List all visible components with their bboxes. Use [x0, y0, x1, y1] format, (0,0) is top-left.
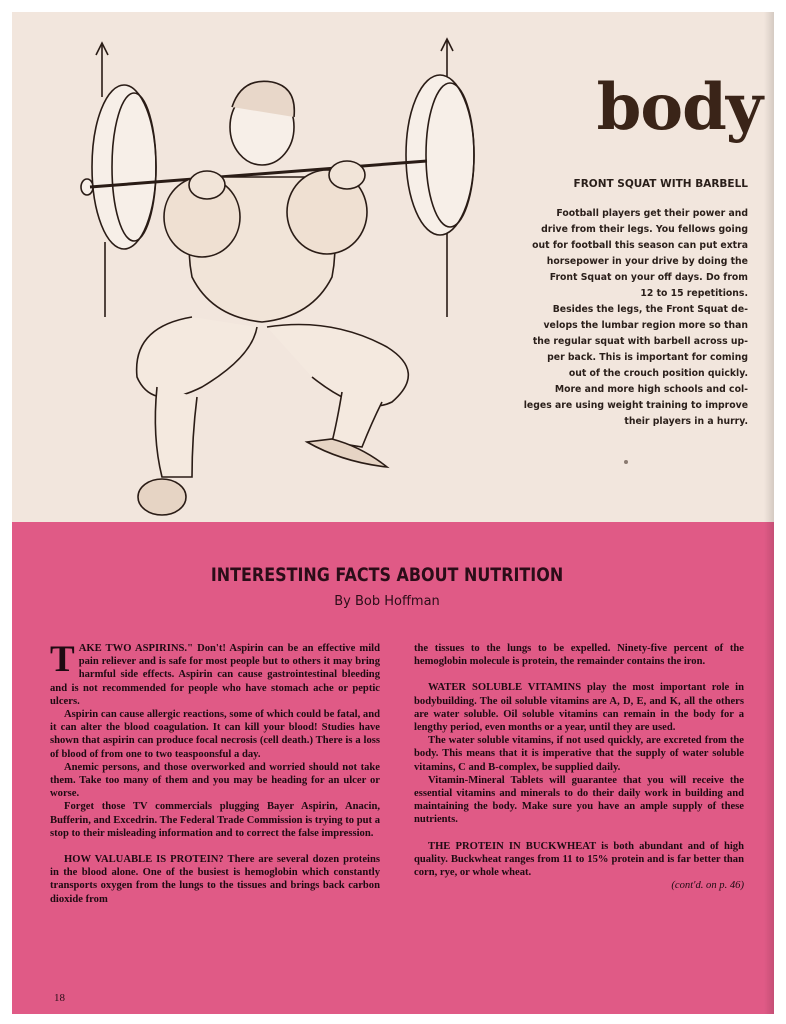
article-byline: By Bob Hoffman [334, 594, 440, 609]
caption-line: leges are using weight training to improve [523, 400, 748, 411]
caption-line: the regular squat with barbell across up- [532, 336, 748, 347]
article-paragraph: The water soluble vitamins, if not used quickly, are excreted from the body. This means that it is imperative that the supply of water soluble vitamins, C and B-complex, be supplied daily. [414, 735, 744, 773]
caption-line: 12 to 15 repetitions. [640, 288, 748, 299]
article-title: INTERESTING FACTS ABOUT NUTRITION [210, 564, 564, 586]
article-column-left [50, 639, 380, 906]
caption-line: Besides the legs, the Front Squat de- [552, 304, 748, 315]
article-panel [12, 522, 774, 1014]
article-paragraph: TAKE TWO ASPIRINS." Don't! Aspirin can be an effective mild pain reliever and is safe for most people but to others it may bring harmful side effects. Aspirin can cause gastrointestinal bleeding and is not recommended for people who have stomach ache or peptic ulcers. [50, 639, 380, 707]
article-paragraph: Vitamin-Mineral Tablets will guarantee that you will receive the essential vitamins and minerals to do their daily work in building and maintaining the body. Make sure you have an ample supply of these nutrients. [414, 774, 744, 826]
caption-text [500, 206, 748, 430]
continued-note: (cont'd. on p. 46) [671, 880, 744, 892]
caption-title: FRONT SQUAT WITH BARBELL [573, 178, 748, 190]
article-paragraph: Anemic persons, and those overworked and worried should not take them. Take too many of them and you may be heading for an ulcer or worse. [50, 761, 380, 800]
caption-line: their players in a hurry. [624, 416, 748, 427]
caption-line: out for football this season can put extra [532, 240, 748, 251]
section-heading: body [596, 70, 762, 145]
caption-line: horsepower in your drive by doing the [546, 256, 748, 267]
drop-cap: T [50, 639, 75, 680]
front-squat-illustration [42, 27, 502, 527]
caption-line: Front Squat on your off days. Do from [549, 272, 748, 283]
article-paragraph: WATER SOLUBLE VITAMINS play the most important role in bodybuilding. The oil soluble vitamins are A, D, E, and K, all the others are water soluble. Oil soluble vitamins can remain in the body for a lengthy period, even months or a year, until they are used. [414, 682, 744, 734]
caption-line: Football players get their power and [556, 208, 748, 219]
article-paragraph: HOW VALUABLE IS PROTEIN? There are several dozen proteins in the blood alone. One of the busiest is hemoglobin which constantly transports oxygen from the lungs to the tissues and brings back carbon dioxide from [50, 854, 380, 905]
caption-line: drive from their legs. You fellows going [541, 224, 748, 235]
caption-line: out of the crouch position quickly. [568, 368, 748, 379]
decorative-dot [624, 460, 628, 464]
article-paragraph: the tissues to the lungs to be expelled. Ninety-five percent of the hemoglobin molecule is protein, the remainder contains the iron. [414, 643, 744, 668]
caption-line: More and more high schools and col- [554, 384, 748, 395]
article-paragraph: Aspirin can cause allergic reactions, some of which could be fatal, and it can alter the blood coagulation. It can kill your blood! Studies have shown that aspirin can produce focal necrosis (cell death.) There is a loss of blood of from one to two teaspoonsful a day. [50, 709, 380, 760]
caption-line: per back. This is important for coming [547, 352, 748, 363]
caption-line: velops the lumbar region more so than [543, 320, 748, 331]
magazine-page [12, 12, 774, 1014]
article-paragraph: THE PROTEIN IN BUCKWHEAT is both abundant and of high quality. Buckwheat ranges from 11 to 15% protein and is far better than corn, rye, or whole wheat. [414, 840, 744, 879]
page-number: 18 [54, 992, 65, 1004]
article-column-right [414, 642, 744, 892]
page-spine-shadow [764, 12, 774, 1014]
article-paragraph: Forget those TV commercials plugging Bayer Aspirin, Anacin, Bufferin, and Excedrin. The Federal Trade Commission is trying to put a stop to their misleading information and to correct the false impression. [50, 801, 380, 839]
